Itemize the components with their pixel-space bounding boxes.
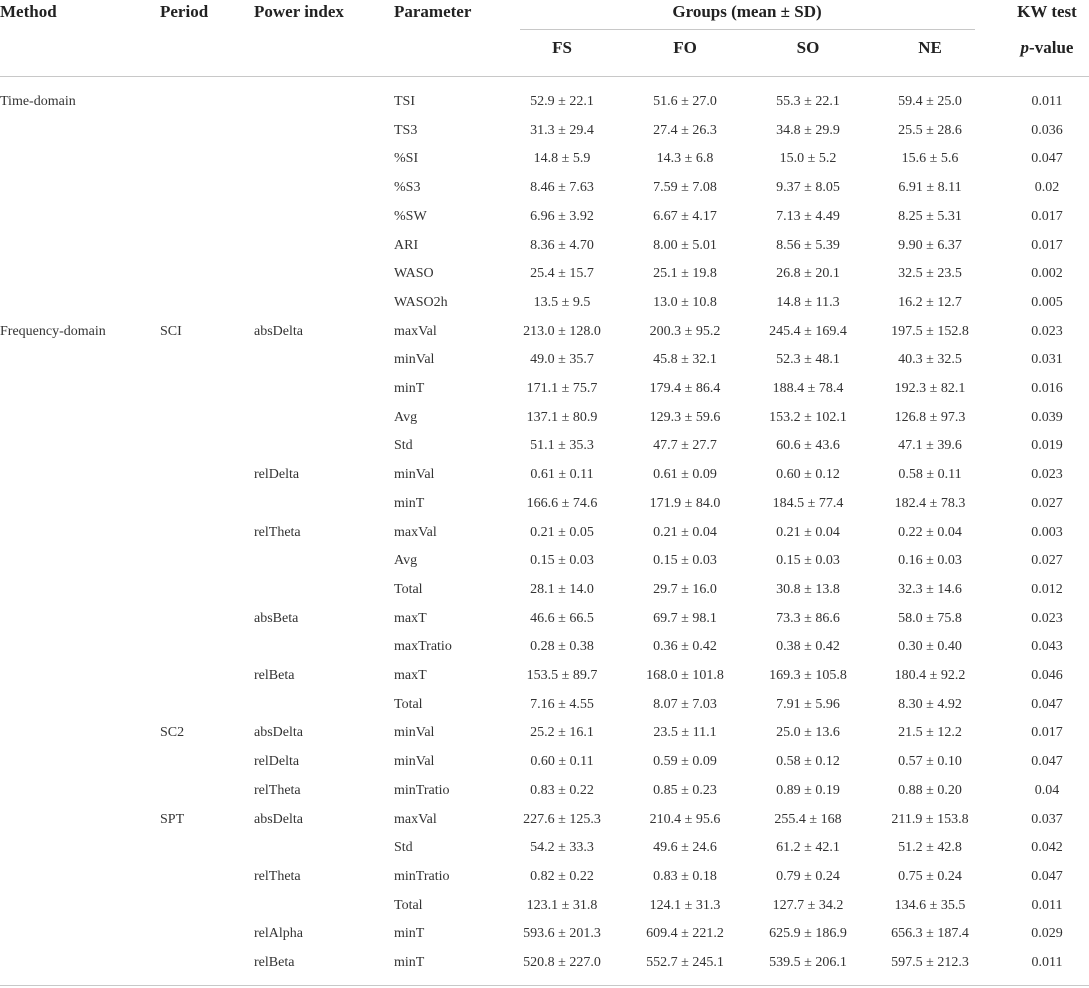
ne-cell: 32.5 ± 23.5	[898, 266, 962, 282]
fo-cell: 6.67 ± 4.17	[653, 208, 717, 224]
fo-cell: 25.1 ± 19.8	[653, 266, 717, 282]
fo-cell: 8.07 ± 7.03	[653, 696, 717, 712]
fs-cell: 51.1 ± 35.3	[530, 438, 594, 454]
ne-cell: 192.3 ± 82.1	[894, 381, 966, 396]
p-value-cell: 0.029	[1031, 926, 1063, 942]
p-value-cell: 0.02	[1034, 180, 1060, 196]
ne-cell: 0.22 ± 0.04	[898, 524, 962, 540]
ne-cell: 21.5 ± 12.2	[898, 725, 962, 741]
fo-cell: 27.4 ± 26.3	[653, 122, 717, 138]
p-value-cell: 0.036	[1031, 122, 1063, 138]
ne-cell: 0.75 ± 0.24	[898, 868, 962, 884]
ne-cell: 51.2 ± 42.8	[898, 840, 962, 856]
fo-cell: 14.3 ± 6.8	[656, 151, 714, 167]
ne-cell: 58.0 ± 75.8	[898, 610, 962, 626]
fs-cell: 6.96 ± 3.92	[530, 208, 594, 224]
parameter-cell: Avg	[394, 409, 418, 425]
p-value-cell: 0.011	[1031, 94, 1063, 109]
header-kw-test: KW test	[1017, 2, 1077, 21]
so-cell: 0.21 ± 0.04	[776, 524, 840, 540]
fo-cell: 129.3 ± 59.6	[649, 409, 721, 425]
power-index-cell: relDelta	[254, 754, 300, 770]
ne-cell: 180.4 ± 92.2	[894, 668, 966, 683]
p-value-cell: 0.047	[1031, 868, 1063, 884]
so-cell: 14.8 ± 11.3	[776, 294, 840, 310]
p-value-cell: 0.047	[1031, 151, 1063, 167]
p-italic: p	[1020, 38, 1030, 57]
header-ne: NE	[918, 38, 942, 57]
fs-cell: 0.21 ± 0.05	[530, 524, 594, 540]
fs-cell: 25.2 ± 16.1	[530, 725, 594, 741]
parameter-cell: %SW	[394, 208, 427, 224]
ne-cell: 134.6 ± 35.5	[894, 897, 966, 913]
header-rule	[0, 76, 1089, 77]
fs-cell: 8.36 ± 4.70	[530, 237, 594, 253]
header-method: Method	[0, 2, 57, 21]
so-cell: 7.13 ± 4.49	[776, 208, 840, 224]
parameter-cell: %S3	[394, 180, 421, 196]
so-cell: 0.15 ± 0.03	[776, 553, 840, 569]
fs-cell: 8.46 ± 7.63	[530, 180, 594, 196]
p-value-cell: 0.046	[1031, 668, 1063, 683]
parameter-cell: Total	[394, 581, 423, 597]
p-value-cell: 0.043	[1031, 639, 1063, 655]
parameter-cell: WASO2h	[394, 294, 448, 310]
fs-cell: 0.28 ± 0.38	[530, 639, 594, 655]
ne-cell: 47.1 ± 39.6	[898, 438, 962, 454]
fs-cell: 0.82 ± 0.22	[530, 868, 594, 884]
fo-cell: 49.6 ± 24.6	[653, 840, 717, 856]
power-index-cell: absDelta	[254, 323, 303, 339]
parameter-cell: maxT	[394, 610, 427, 626]
parameter-cell: Avg	[394, 553, 418, 569]
so-cell: 625.9 ± 186.9	[769, 926, 847, 942]
parameter-cell: minVal	[394, 352, 435, 368]
fs-cell: 28.1 ± 14.0	[530, 581, 594, 597]
power-index-cell: relAlpha	[254, 926, 303, 942]
p-value-cell: 0.011	[1031, 897, 1063, 913]
parameter-cell: minVal	[394, 467, 435, 483]
so-cell: 0.79 ± 0.24	[776, 868, 840, 884]
fo-cell: 8.00 ± 5.01	[653, 237, 717, 253]
p-value-cell: 0.031	[1031, 352, 1063, 368]
so-cell: 34.8 ± 29.9	[776, 122, 840, 138]
power-index-cell: absBeta	[254, 610, 299, 626]
fs-cell: 0.60 ± 0.11	[530, 754, 594, 770]
period-cell: SC2	[160, 725, 185, 741]
fo-cell: 0.15 ± 0.03	[653, 553, 717, 569]
period-cell: SPT	[160, 811, 185, 827]
so-cell: 0.58 ± 0.12	[776, 754, 840, 770]
bottom-rule	[0, 985, 1089, 986]
parameter-cell: TSI	[394, 94, 415, 109]
fs-cell: 13.5 ± 9.5	[533, 294, 591, 310]
header-groups: Groups (mean ± SD)	[672, 2, 822, 21]
power-index-cell: relBeta	[254, 955, 295, 970]
so-cell: 61.2 ± 42.1	[776, 840, 840, 856]
ne-cell: 0.16 ± 0.03	[898, 553, 962, 569]
parameter-cell: maxVal	[394, 811, 437, 827]
parameter-cell: Total	[394, 897, 423, 913]
ne-cell: 8.25 ± 5.31	[898, 208, 962, 224]
parameter-cell: minVal	[394, 725, 435, 741]
parameter-cell: maxVal	[394, 524, 437, 540]
p-value-cell: 0.016	[1031, 381, 1063, 396]
so-cell: 60.6 ± 43.6	[776, 438, 840, 454]
fo-cell: 179.4 ± 86.4	[649, 381, 721, 396]
so-cell: 15.0 ± 5.2	[779, 151, 837, 167]
fo-cell: 171.9 ± 84.0	[649, 495, 721, 511]
so-cell: 52.3 ± 48.1	[776, 352, 840, 368]
fs-cell: 137.1 ± 80.9	[526, 409, 598, 425]
p-value-cell: 0.012	[1031, 581, 1063, 597]
fs-cell: 0.15 ± 0.03	[530, 553, 594, 569]
fo-cell: 13.0 ± 10.8	[653, 294, 717, 310]
parameter-cell: minT	[394, 955, 425, 970]
parameter-cell: maxT	[394, 668, 427, 683]
fo-cell: 69.7 ± 98.1	[653, 610, 717, 626]
fs-cell: 0.83 ± 0.22	[530, 782, 594, 798]
header-power-index: Power index	[254, 2, 344, 21]
parameter-cell: %SI	[394, 151, 419, 167]
so-cell: 55.3 ± 22.1	[776, 94, 840, 109]
fs-cell: 153.5 ± 89.7	[526, 668, 598, 683]
fs-cell: 213.0 ± 128.0	[523, 323, 601, 339]
power-index-cell: relDelta	[254, 467, 300, 483]
parameter-cell: Std	[394, 438, 413, 454]
p-value-cell: 0.002	[1031, 266, 1063, 282]
power-index-cell: relBeta	[254, 668, 295, 683]
so-cell: 26.8 ± 20.1	[776, 266, 840, 282]
fs-cell: 593.6 ± 201.3	[523, 926, 601, 942]
fs-cell: 0.61 ± 0.11	[530, 467, 594, 483]
p-value-cell: 0.039	[1031, 409, 1063, 425]
ne-cell: 59.4 ± 25.0	[898, 94, 962, 109]
so-cell: 127.7 ± 34.2	[772, 897, 844, 913]
parameter-cell: ARI	[394, 237, 419, 253]
p-value-cell: 0.017	[1031, 208, 1063, 224]
p-value-cell: 0.047	[1031, 696, 1063, 712]
p-value-cell: 0.023	[1031, 467, 1063, 483]
ne-cell: 32.3 ± 14.6	[898, 581, 962, 597]
so-cell: 30.8 ± 13.8	[776, 581, 840, 597]
p-value-cell: 0.003	[1031, 524, 1063, 540]
so-cell: 153.2 ± 102.1	[769, 409, 847, 425]
p-value-cell: 0.023	[1031, 323, 1063, 339]
fs-cell: 14.8 ± 5.9	[533, 151, 591, 167]
fo-cell: 0.85 ± 0.23	[653, 782, 717, 798]
ne-cell: 0.30 ± 0.40	[898, 639, 962, 655]
so-cell: 8.56 ± 5.39	[776, 237, 840, 253]
so-cell: 0.60 ± 0.12	[776, 467, 840, 483]
power-index-cell: relTheta	[254, 868, 301, 884]
fs-cell: 123.1 ± 31.8	[526, 897, 598, 913]
parameter-cell: minT	[394, 495, 425, 511]
parameter-cell: Std	[394, 840, 413, 856]
ne-cell: 126.8 ± 97.3	[894, 409, 966, 425]
so-cell: 169.3 ± 105.8	[769, 668, 847, 683]
fo-cell: 0.59 ± 0.09	[653, 754, 717, 770]
parameter-cell: minTratio	[394, 868, 450, 884]
ne-cell: 656.3 ± 187.4	[891, 926, 969, 942]
fo-cell: 210.4 ± 95.6	[649, 811, 721, 827]
ne-cell: 15.6 ± 5.6	[901, 151, 959, 167]
ne-cell: 8.30 ± 4.92	[898, 696, 962, 712]
p-value-cell: 0.042	[1031, 840, 1063, 856]
so-cell: 0.38 ± 0.42	[776, 639, 840, 655]
method-cell: Frequency-domain	[0, 323, 106, 339]
parameter-cell: minT	[394, 926, 425, 942]
fo-cell: 29.7 ± 16.0	[653, 581, 717, 597]
fs-cell: 31.3 ± 29.4	[530, 122, 594, 138]
parameter-cell: maxVal	[394, 323, 437, 339]
fo-cell: 23.5 ± 11.1	[653, 725, 717, 741]
ne-cell: 597.5 ± 212.3	[891, 955, 969, 970]
power-index-cell: relTheta	[254, 782, 301, 798]
power-index-cell: absDelta	[254, 811, 303, 827]
fs-cell: 171.1 ± 75.7	[526, 381, 598, 396]
so-cell: 539.5 ± 206.1	[769, 955, 847, 970]
fo-cell: 0.21 ± 0.04	[653, 524, 717, 540]
header-so: SO	[796, 38, 820, 57]
ne-cell: 40.3 ± 32.5	[898, 352, 962, 368]
so-cell: 9.37 ± 8.05	[776, 180, 840, 196]
header-parameter: Parameter	[394, 2, 472, 21]
fo-cell: 124.1 ± 31.3	[649, 897, 721, 913]
ne-cell: 9.90 ± 6.37	[898, 237, 962, 253]
header-p-value	[1021, 38, 1074, 58]
p-value-cell: 0.027	[1031, 495, 1063, 511]
fs-cell: 227.6 ± 125.3	[523, 811, 601, 827]
fs-cell: 25.4 ± 15.7	[530, 266, 594, 282]
p-value-cell: 0.017	[1031, 237, 1063, 253]
ne-cell: 0.57 ± 0.10	[898, 754, 962, 770]
p-value-cell: 0.037	[1031, 811, 1063, 827]
parameter-cell: minTratio	[394, 782, 450, 798]
so-cell: 245.4 ± 169.4	[769, 323, 847, 339]
fo-cell: 609.4 ± 221.2	[646, 926, 724, 942]
fs-cell: 49.0 ± 35.7	[530, 352, 594, 368]
so-cell: 255.4 ± 168	[774, 811, 842, 827]
fo-cell: 168.0 ± 101.8	[646, 668, 724, 683]
fs-cell: 52.9 ± 22.1	[530, 94, 594, 109]
ne-cell: 25.5 ± 28.6	[898, 122, 962, 138]
p-suffix: -value	[1029, 38, 1074, 57]
parameter-cell: WASO	[394, 266, 434, 282]
ne-cell: 182.4 ± 78.3	[894, 495, 966, 511]
ne-cell: 0.58 ± 0.11	[898, 467, 962, 483]
p-value-cell: 0.047	[1031, 754, 1063, 770]
fo-cell: 0.83 ± 0.18	[653, 868, 717, 884]
ne-cell: 0.88 ± 0.20	[898, 782, 962, 798]
fo-cell: 7.59 ± 7.08	[653, 180, 717, 196]
period-cell: SCI	[160, 323, 182, 339]
ne-cell: 16.2 ± 12.7	[898, 294, 962, 310]
parameter-cell: minT	[394, 381, 425, 396]
fs-cell: 54.2 ± 33.3	[530, 840, 594, 856]
ne-cell: 211.9 ± 153.8	[891, 811, 969, 827]
fo-cell: 0.36 ± 0.42	[653, 639, 717, 655]
p-value-cell: 0.017	[1031, 725, 1063, 741]
so-cell: 25.0 ± 13.6	[776, 725, 840, 741]
so-cell: 73.3 ± 86.6	[776, 610, 840, 626]
so-cell: 7.91 ± 5.96	[776, 696, 840, 712]
fs-cell: 520.8 ± 227.0	[523, 955, 601, 970]
parameter-cell: minVal	[394, 754, 435, 770]
header-fo: FO	[673, 38, 697, 57]
method-cell: Time-domain	[0, 94, 76, 109]
p-value-cell: 0.027	[1031, 553, 1063, 569]
groups-underline	[520, 29, 975, 30]
p-value-cell: 0.011	[1031, 955, 1063, 970]
fo-cell: 552.7 ± 245.1	[646, 955, 724, 970]
fo-cell: 51.6 ± 27.0	[653, 94, 717, 109]
parameter-cell: Total	[394, 696, 423, 712]
power-index-cell: relTheta	[254, 524, 301, 540]
header-period: Period	[160, 2, 209, 21]
so-cell: 188.4 ± 78.4	[772, 381, 844, 396]
header-fs: FS	[552, 38, 572, 57]
so-cell: 184.5 ± 77.4	[772, 495, 844, 511]
fs-cell: 7.16 ± 4.55	[530, 696, 594, 712]
parameter-cell: maxTratio	[394, 639, 452, 655]
fo-cell: 0.61 ± 0.09	[653, 467, 717, 483]
fo-cell: 200.3 ± 95.2	[649, 323, 721, 339]
ne-cell: 197.5 ± 152.8	[891, 323, 969, 339]
fo-cell: 47.7 ± 27.7	[653, 438, 717, 454]
fs-cell: 166.6 ± 74.6	[526, 495, 598, 511]
ne-cell: 6.91 ± 8.11	[898, 180, 962, 196]
p-value-cell: 0.04	[1034, 782, 1060, 798]
p-value-cell: 0.019	[1031, 438, 1063, 454]
parameter-cell: TS3	[394, 122, 418, 138]
p-value-cell: 0.005	[1031, 294, 1063, 310]
fo-cell: 45.8 ± 32.1	[653, 352, 717, 368]
fs-cell: 46.6 ± 66.5	[530, 610, 594, 626]
power-index-cell: absDelta	[254, 725, 303, 741]
so-cell: 0.89 ± 0.19	[776, 782, 840, 798]
p-value-cell: 0.023	[1031, 610, 1063, 626]
